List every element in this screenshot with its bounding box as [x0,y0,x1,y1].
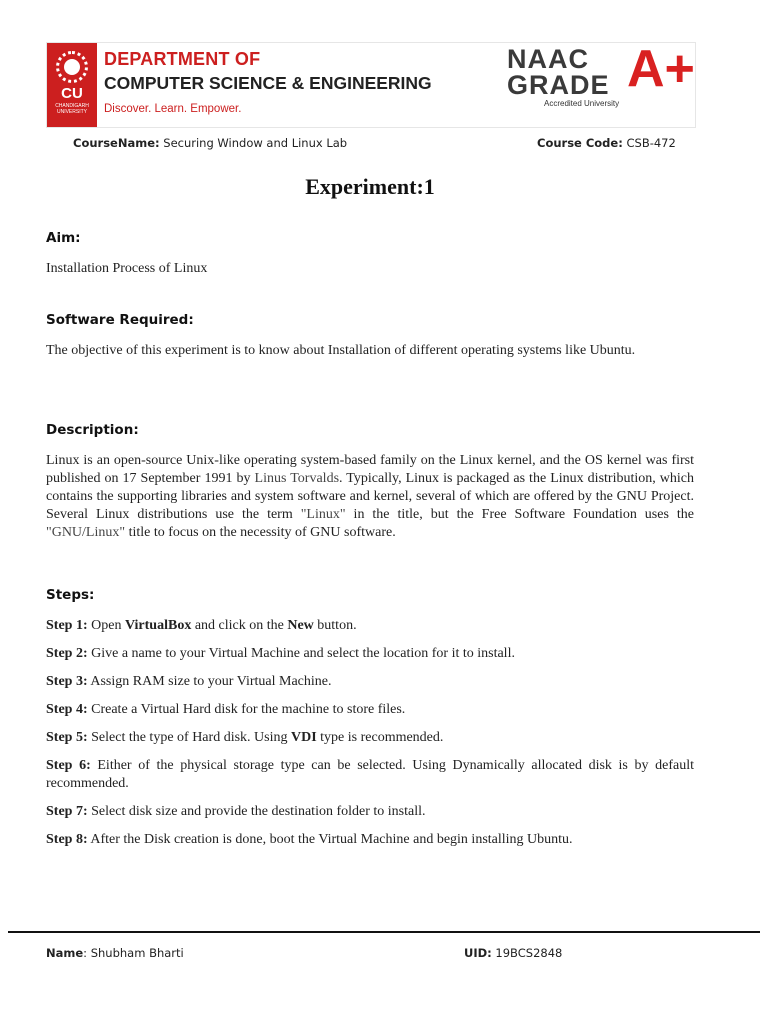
logo-subtext: CHANDIGARH UNIVERSITY [55,103,89,115]
step-label: Step 3: [46,674,88,689]
step-text: Open [87,618,125,633]
experiment-title: Experiment:1 [305,174,435,199]
step-label: Step 6: [46,758,91,773]
step-item [46,645,694,663]
student-uid [464,946,562,960]
step-item [46,617,694,635]
department-line-2: COMPUTER SCIENCE & ENGINEERING [104,73,432,93]
step-item [46,729,694,747]
header-banner [46,42,696,128]
step-label: Step 7: [46,804,88,819]
course-code [537,136,676,150]
student-name-value: : Shubham Bharti [83,946,184,960]
step-label: Step 8: [46,832,88,847]
step-text: type is recommended. [316,730,444,745]
linus-torvalds-link[interactable]: Linus Torvalds [254,471,340,486]
course-name-value: Securing Window and Linux Lab [163,136,348,150]
steps-heading: Steps: [46,587,95,603]
gnu-linux-link[interactable]: "GNU/Linux" [46,525,126,540]
step-bold-text: New [287,618,314,633]
step-text: After the Disk creation is done, boot the Virtual Machine and begin installing Ubuntu. [87,832,573,847]
description-part-2: . Typically, Linux is packaged as the Linux distribution, which contains the supporting libraries and system software and kernel, several of which are offered by the GNU Project. Several Linux distributions use the term [46,471,694,522]
course-code-label: Course Code: [537,136,623,150]
logo-text: CU [61,85,83,102]
course-name-label: CourseName: [73,136,160,150]
step-text: Give a name to your Virtual Machine and select the location for it to install. [87,646,515,661]
course-code-value: CSB-472 [626,136,676,150]
description-part-4: title to focus on the necessity of GNU software. [125,525,396,540]
step-label: Step 1: [46,618,88,633]
step-label: Step 4: [46,702,88,717]
step-text: button. [313,618,357,633]
description-text [46,452,694,542]
student-name-label: Name [46,946,84,960]
course-name [73,136,347,150]
step-item [46,673,694,691]
grade-label: GRADE [507,70,610,100]
aim-heading: Aim: [46,230,81,246]
step-text: and click on the [191,618,288,633]
step-text: Select the type of Hard disk. Using [87,730,291,745]
step-text: Select disk size and provide the destination folder to install. [87,804,426,819]
step-label: Step 5: [46,730,88,745]
aim-text: Installation Process of Linux [46,261,208,276]
step-item [46,757,694,793]
footer-divider [8,931,760,933]
step-item [46,803,694,821]
linux-term-link[interactable]: "Linux" [300,507,346,522]
step-text: Either of the physical storage type can be selected. Using Dynamically allocated disk is by default recommended. [46,758,694,791]
tagline: Discover. Learn. Empower. [104,103,242,115]
student-uid-value: 19BCS2848 [491,946,563,960]
step-bold-text: VDI [290,730,317,745]
description-part-1: Linux is an open-source Unix-like operating system-based family on the Linux kernel, and the OS kernel was first published on 17 September 1991 by [46,453,694,486]
description-part-3: in the title, but the Free Software Foundation uses the [345,507,694,522]
grade-value: A+ [627,40,695,98]
student-uid-label: UID: [464,946,492,960]
step-item [46,831,694,849]
step-text: Assign RAM size to your Virtual Machine. [87,674,332,689]
software-text: The objective of this experiment is to know about Installation of different operating systems like Ubuntu. [46,343,636,358]
department-line-1: DEPARTMENT OF [104,49,261,69]
accredited-label: Accredited University [544,99,620,108]
description-heading: Description: [46,422,139,438]
naac-label: NAAC [507,44,589,74]
step-text: Create a Virtual Hard disk for the machine to store files. [87,702,406,717]
gear-center [64,59,80,75]
step-label: Step 2: [46,646,88,661]
step-item [46,701,694,719]
software-heading: Software Required: [46,312,194,328]
university-logo [47,43,97,127]
student-name [46,946,184,960]
step-bold-text: VirtualBox [124,618,192,633]
